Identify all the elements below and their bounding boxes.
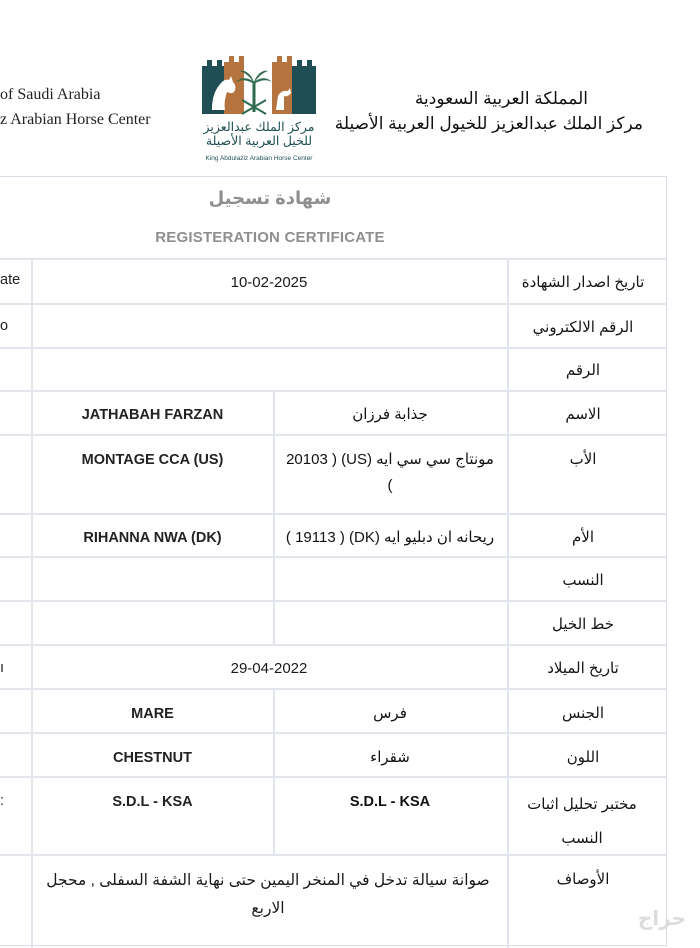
row-divider [0,390,667,392]
logo-en-text: King Abdulaziz Arabian Horse Center [205,155,313,162]
value-lab-en: S.D.L - KSA [112,794,193,810]
value-issue-date: 10-02-2025 [230,274,308,291]
value-sire-en: MONTAGE CCA (US) [81,452,224,468]
logo-ar-line2: للخيل العربية الأصيلة [205,134,313,148]
value-color-en: CHESTNUT [113,750,192,766]
column-divider-left [31,258,33,948]
label-electronic-number: الرقم الالكتروني [532,319,634,336]
value-description: صوانة سيالة تدخل في المنخر اليمين حتى نهاية الشفة السفلى , محجل الاربع [46,872,490,917]
certificate-title-ar: شهادة تسجيل [208,188,332,208]
row-divider [0,644,667,646]
label-birth-date: تاريخ الميلاد [547,660,619,677]
row-divider [0,434,667,436]
stub-birth: ı [0,660,5,676]
value-dam-ar: ريحانه ان دبليو ايه (DK) ( 19113 ) [285,529,495,546]
row-divider [0,600,667,602]
label-color: اللون [566,749,600,766]
label-lab: مختبر تحليل اثبات النسب [527,796,637,847]
site-watermark: حراج [637,908,686,930]
header-ar-center: مركز الملك عبدالعزيز للخيول العربية الأصيلة [334,114,643,133]
value-name-ar: جذابة فرزان [352,406,428,423]
label-issue-date: تاريخ اصدار الشهادة [521,274,645,291]
row-divider [0,556,667,558]
label-sex: الجنس [561,705,605,722]
row-divider [0,513,667,515]
label-bloodline: خط الخيل [552,616,614,633]
row-divider [0,776,667,778]
value-lab-ar: S.D.L - KSA [349,794,431,810]
row-divider [0,732,667,734]
label-description: الأوصاف [556,871,610,888]
header-ar-country: المملكة العربية السعودية [414,89,588,108]
row-divider [0,258,667,260]
value-color-ar: شقراء [370,749,410,766]
certificate-title-en: REGISTERATION CERTIFICATE [155,229,385,246]
stub-lab: : [0,793,5,809]
logo-arabic-text [198,120,320,148]
stub-date: ate [0,272,21,288]
logo-ar-line1: مركز الملك عبدالعزيز [203,120,315,134]
logo-emblem-icon [198,52,320,167]
value-birth-date: 29-04-2022 [230,660,308,677]
stub-electronic: o [0,318,9,334]
label-lineage: النسب [562,572,604,589]
label-dam: الأم [571,529,594,546]
row-divider [0,303,667,305]
center-logo [198,52,320,167]
value-name-en: JATHABAH FARZAN [81,407,224,423]
column-divider-middle [273,390,275,644]
value-sex-ar: فرس [373,705,407,722]
row-divider [0,688,667,690]
row-divider [0,347,667,349]
label-number: الرقم [565,362,601,379]
header-en-center: z Arabian Horse Center [0,111,151,128]
label-name: الاسم [565,406,601,423]
label-sire: الأب [569,451,597,468]
header-en-country: of Saudi Arabia [0,86,101,103]
value-dam-en: RIHANNA NWA (DK) [83,530,222,546]
value-sire-ar: مونتاج سي سي ايه (US) ( 20103 ) [286,451,494,494]
value-sex-en: MARE [131,706,174,722]
